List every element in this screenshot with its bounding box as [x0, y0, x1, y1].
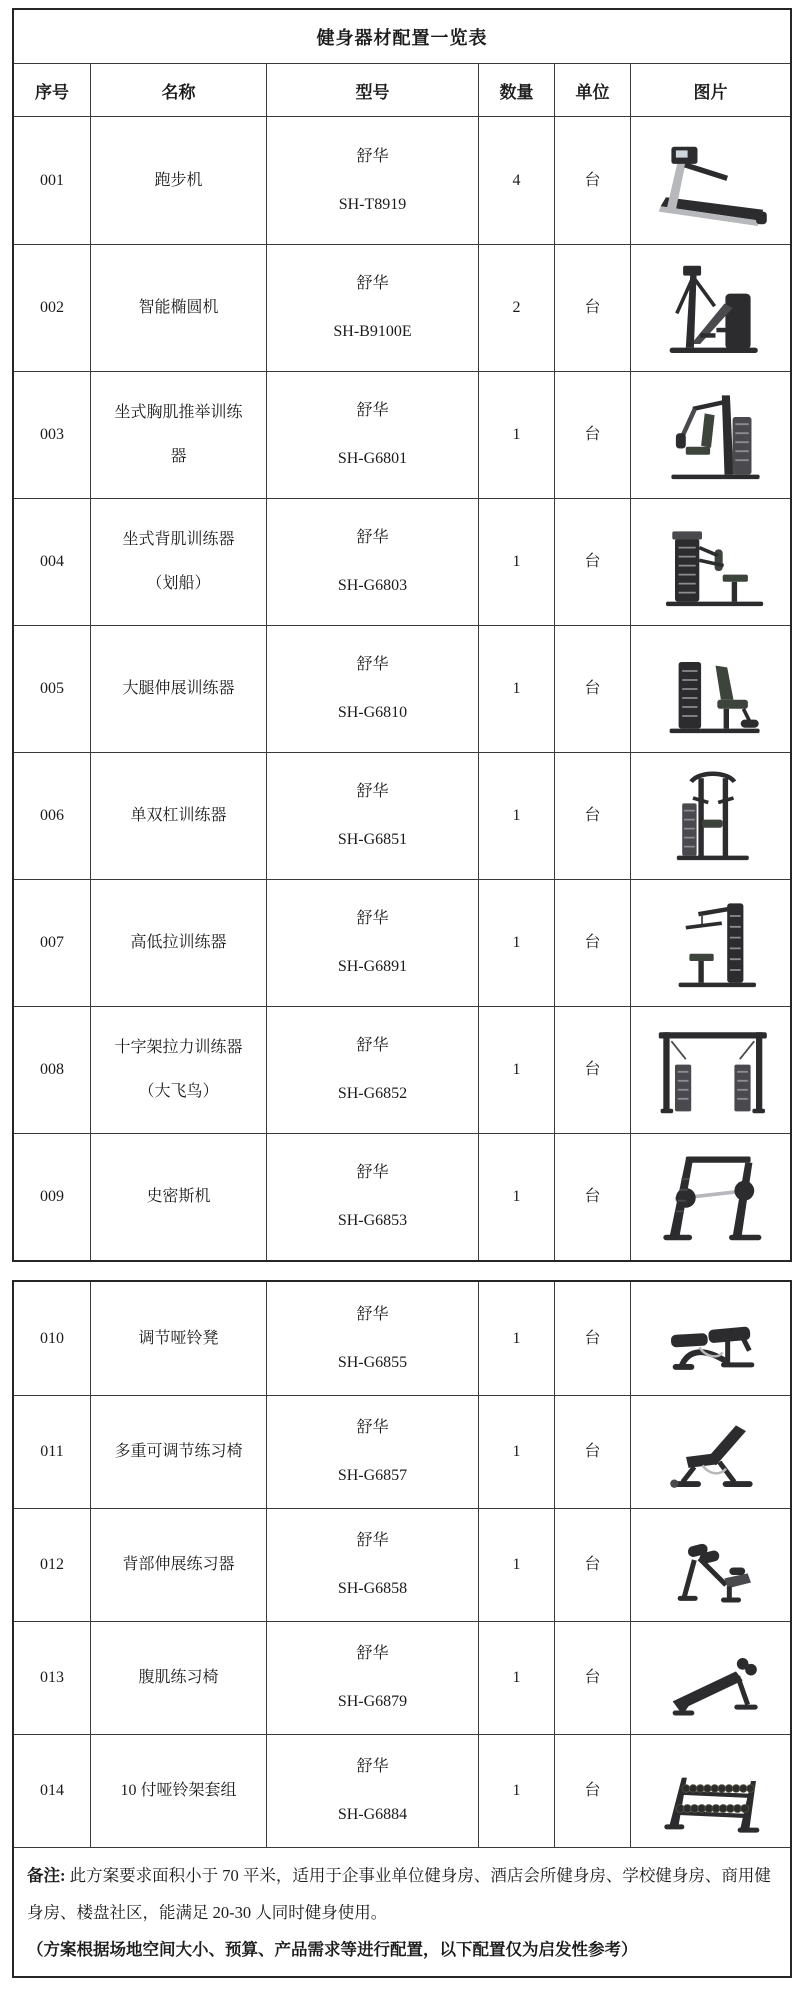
picture-cell [630, 1282, 790, 1395]
unit-value: 台 [554, 1735, 630, 1847]
serial-number: 007 [40, 934, 64, 951]
model-cell [266, 1282, 478, 1395]
model-number: SH-G6851 [337, 831, 408, 848]
model-cell [266, 499, 478, 625]
seated-row-image [637, 508, 785, 616]
adjustable-bench-image [637, 1402, 785, 1502]
unit-value: 台 [554, 1509, 630, 1621]
quantity-value: 1 [478, 499, 554, 625]
table-row [14, 1282, 790, 1395]
brand-name: 舒华 [356, 275, 389, 292]
serial-number: 004 [40, 553, 64, 570]
page-title: 健身器材配置一览表 [14, 10, 790, 64]
unit-value: 台 [554, 880, 630, 1006]
quantity-value: 1 [478, 880, 554, 1006]
note-paragraph [27, 1857, 777, 1931]
picture-cell [630, 117, 790, 244]
model-number: SH-G6857 [337, 1467, 408, 1484]
equipment-name: 背部伸展练习器 [90, 1509, 266, 1621]
quantity-value: 1 [478, 753, 554, 879]
model-number: SH-G6852 [337, 1085, 408, 1102]
equipment-name: 多重可调节练习椅 [90, 1396, 266, 1508]
elliptical-image [637, 254, 785, 362]
header-name: 名称 [90, 64, 266, 116]
model-cell [266, 1007, 478, 1133]
table-row [14, 371, 790, 498]
model-cell [266, 880, 478, 1006]
equipment-name: 坐式背肌训练器 （划船） [90, 499, 266, 625]
header-unit: 单位 [554, 64, 630, 116]
quantity-value: 2 [478, 245, 554, 371]
serial-number: 011 [40, 1443, 64, 1460]
header-serial: 序号 [35, 82, 69, 102]
model-cell [266, 117, 478, 244]
table-row [14, 244, 790, 371]
model-cell [266, 753, 478, 879]
equipment-name: 10 付哑铃架套组 [90, 1735, 266, 1847]
picture-cell [630, 1396, 790, 1508]
note-hint: （方案根据场地空间大小、预算、产品需求等进行配置，以下配置仅为启发性参考） [27, 1940, 638, 1959]
picture-cell [630, 1509, 790, 1621]
model-number: SH-B9100E [333, 323, 412, 340]
unit-value: 台 [554, 753, 630, 879]
unit-value: 台 [554, 1396, 630, 1508]
unit-value: 台 [554, 372, 630, 498]
quantity-value: 1 [478, 1509, 554, 1621]
table-header-row [14, 64, 790, 117]
equipment-name: 智能椭圆机 [90, 245, 266, 371]
quantity-value: 1 [478, 626, 554, 752]
note-text: 此方案要求面积小于 70 平米，适用于企事业单位健身房、酒店会所健身房、学校健身房、商用健身房、楼盘社区，能满足 20-30 人同时健身使用。 [27, 1866, 771, 1922]
brand-name: 舒华 [356, 656, 389, 673]
serial-number: 008 [40, 1061, 64, 1078]
table-row [14, 752, 790, 879]
unit-value: 台 [554, 1134, 630, 1260]
model-number: SH-G6801 [337, 450, 408, 467]
quantity-value: 1 [478, 372, 554, 498]
dip-chin-assist-image [637, 762, 785, 870]
back-extension-image [637, 1515, 785, 1615]
quantity-value: 1 [478, 1134, 554, 1260]
unit-value: 台 [554, 1622, 630, 1734]
brand-name: 舒华 [356, 1645, 389, 1662]
serial-number: 013 [40, 1669, 64, 1686]
unit-value: 台 [554, 1282, 630, 1395]
equipment-name: 调节哑铃凳 [90, 1282, 266, 1395]
brand-name: 舒华 [356, 1164, 389, 1181]
equipment-table-secondary [12, 1280, 792, 1978]
brand-name: 舒华 [356, 529, 389, 546]
quantity-value: 1 [478, 1622, 554, 1734]
serial-number: 002 [40, 299, 64, 316]
model-cell [266, 626, 478, 752]
smith-machine-image [637, 1143, 785, 1251]
equipment-name: 腹肌练习椅 [90, 1622, 266, 1734]
ab-bench-image [637, 1628, 785, 1728]
table-row [14, 1508, 790, 1621]
picture-cell [630, 753, 790, 879]
equipment-name: 跑步机 [90, 117, 266, 244]
brand-name: 舒华 [356, 1419, 389, 1436]
dumbbell-rack-image [637, 1741, 785, 1841]
serial-number: 006 [40, 807, 64, 824]
model-number: SH-G6858 [337, 1580, 408, 1597]
note-label: 备注: [27, 1866, 66, 1885]
picture-cell [630, 245, 790, 371]
unit-value: 台 [554, 499, 630, 625]
model-number: SH-G6810 [337, 704, 408, 721]
model-cell [266, 372, 478, 498]
model-cell [266, 245, 478, 371]
chest-press-image [637, 381, 785, 489]
serial-number: 001 [40, 171, 64, 189]
picture-cell [630, 1735, 790, 1847]
unit-value: 台 [554, 245, 630, 371]
picture-cell [630, 1134, 790, 1260]
picture-cell [630, 626, 790, 752]
brand-name: 舒华 [356, 402, 389, 419]
serial-number: 009 [40, 1188, 64, 1205]
table-row [14, 1621, 790, 1734]
quantity-value: 1 [478, 1007, 554, 1133]
equipment-name: 坐式胸肌推举训练 器 [90, 372, 266, 498]
serial-number: 012 [40, 1556, 64, 1573]
brand-name: 舒华 [356, 1037, 389, 1054]
model-number: SH-G6884 [337, 1806, 408, 1823]
table-row [14, 625, 790, 752]
leg-extension-image [637, 635, 785, 743]
quantity-value: 1 [478, 1735, 554, 1847]
model-number: SH-G6879 [337, 1693, 408, 1710]
picture-cell [630, 372, 790, 498]
model-cell [266, 1735, 478, 1847]
brand-name: 舒华 [356, 1305, 389, 1323]
serial-number: 010 [40, 1329, 64, 1347]
dumbbell-bench-image [637, 1289, 785, 1389]
table-row [14, 1133, 790, 1260]
picture-cell [630, 1622, 790, 1734]
serial-number: 014 [40, 1782, 64, 1799]
picture-cell [630, 880, 790, 1006]
model-number: SH-G6803 [337, 577, 408, 594]
table-row [14, 1395, 790, 1508]
header-model: 型号 [266, 64, 478, 116]
quantity-value: 4 [478, 117, 554, 244]
brand-name: 舒华 [356, 910, 389, 927]
unit-value: 台 [554, 117, 630, 244]
header-picture: 图片 [630, 64, 790, 116]
picture-cell [630, 1007, 790, 1133]
brand-name: 舒华 [356, 1758, 389, 1775]
table-row [14, 1006, 790, 1133]
equipment-table-main [12, 8, 792, 1262]
picture-cell [630, 499, 790, 625]
header-quantity: 数量 [478, 64, 554, 116]
model-cell [266, 1509, 478, 1621]
unit-value: 台 [554, 626, 630, 752]
serial-number: 003 [40, 426, 64, 443]
model-number: SH-G6853 [337, 1212, 408, 1229]
model-number: SH-T8919 [338, 195, 407, 213]
equipment-name: 十字架拉力训练器 （大飞鸟） [90, 1007, 266, 1133]
model-number: SH-G6855 [337, 1353, 408, 1371]
equipment-name: 史密斯机 [90, 1134, 266, 1260]
table-row [14, 498, 790, 625]
model-number: SH-G6891 [337, 958, 408, 975]
model-cell [266, 1134, 478, 1260]
table-row [14, 1734, 790, 1847]
model-cell [266, 1622, 478, 1734]
unit-value: 台 [554, 1007, 630, 1133]
brand-name: 舒华 [356, 1532, 389, 1549]
quantity-value: 1 [478, 1282, 554, 1395]
equipment-name: 大腿伸展训练器 [90, 626, 266, 752]
table-row [14, 879, 790, 1006]
cable-crossover-image [637, 1016, 785, 1124]
serial-number: 005 [40, 680, 64, 697]
brand-name: 舒华 [356, 147, 389, 165]
equipment-name: 高低拉训练器 [90, 880, 266, 1006]
quantity-value: 1 [478, 1396, 554, 1508]
note-section [14, 1847, 790, 1976]
equipment-name: 单双杠训练器 [90, 753, 266, 879]
treadmill-image [637, 127, 785, 235]
brand-name: 舒华 [356, 783, 389, 800]
model-cell [266, 1396, 478, 1508]
table-row [14, 117, 790, 244]
lat-pulldown-image [637, 889, 785, 997]
